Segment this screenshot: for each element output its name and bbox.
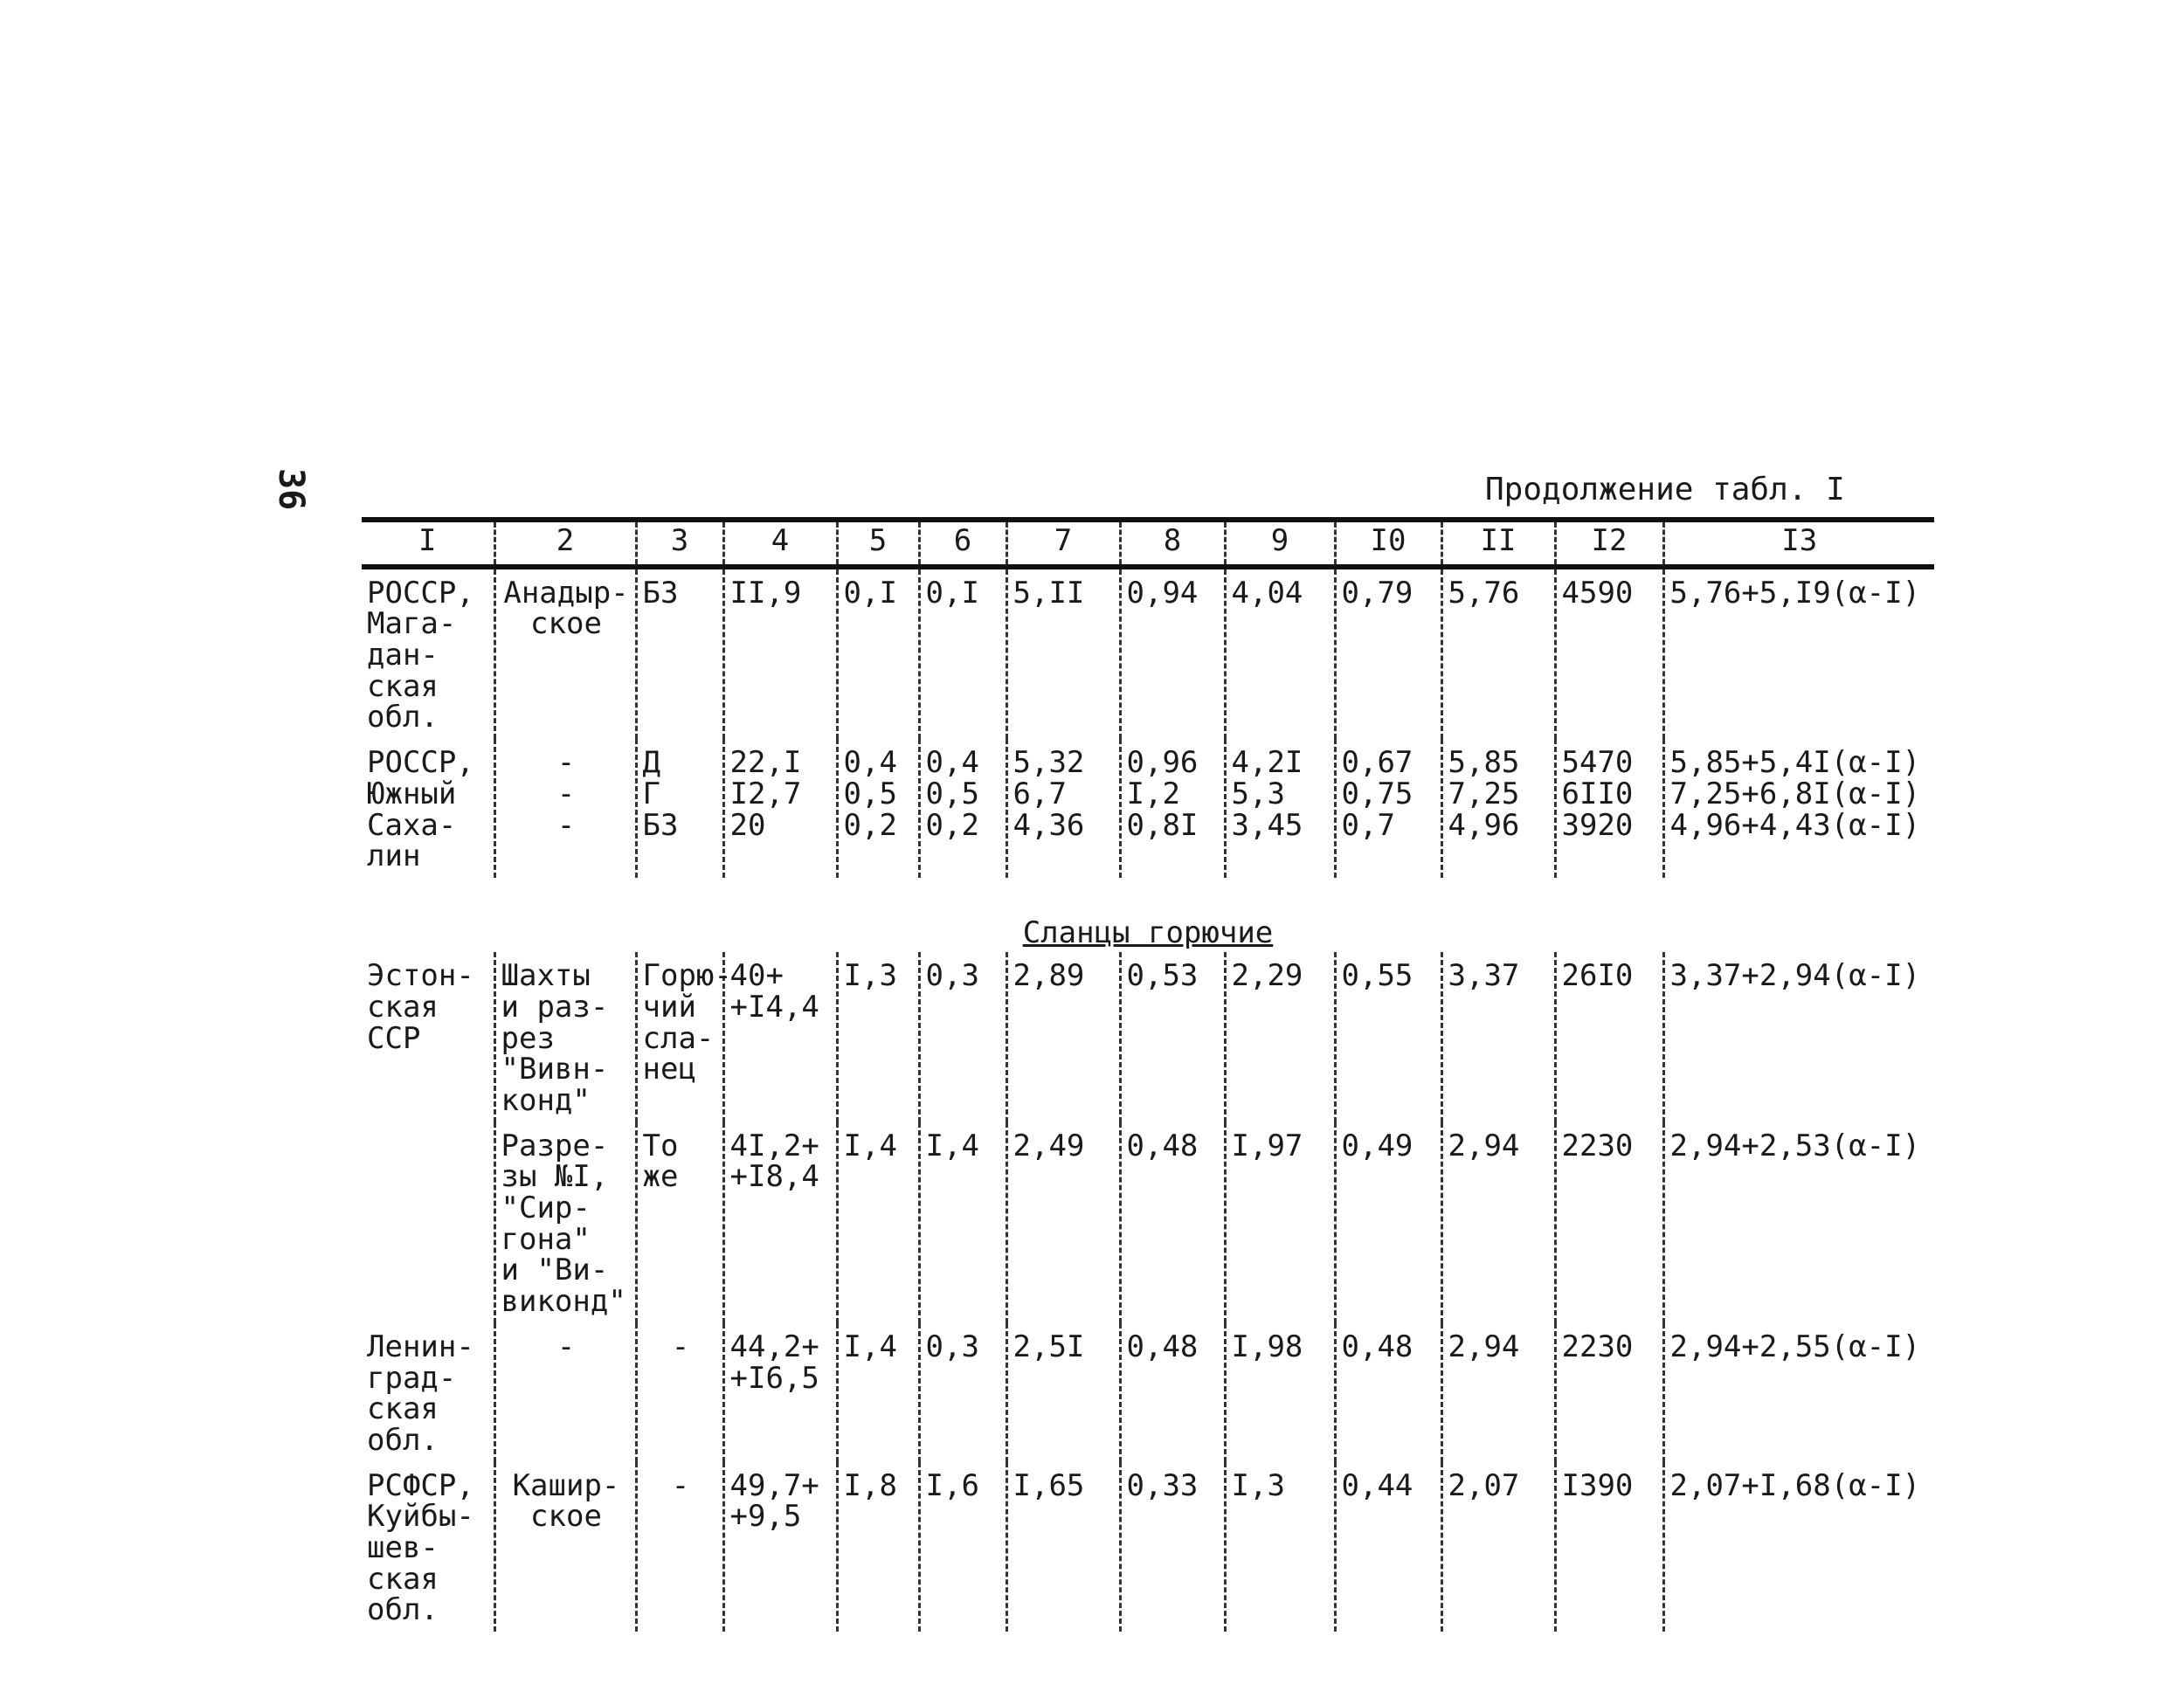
table-cell: 2,5I [1006,1323,1120,1462]
table-cell: 0,4 0,5 0,2 [837,739,919,878]
table-cell: БЗ [636,567,723,739]
table-cell: 5,85 7,25 4,96 [1441,739,1555,878]
table-cell: 5,76 [1441,567,1555,739]
table-cell: РОССР, Мага- дан- ская обл. [367,575,474,735]
table-row [362,1323,1934,1462]
table-cell: 2,49 [1006,1122,1120,1323]
table-cell: РОССР, Южный Саха- лин [367,745,474,874]
table-cell: 4,04 [1225,567,1335,739]
column-header: I3 [1663,520,1934,567]
table-cell: То же [636,1122,723,1323]
table-cell: I,4 [919,1122,1006,1323]
table-cell: 0,94 [1120,567,1225,739]
table-caption: Продолжение табл. I [1485,472,1845,507]
table-cell: 22,I I2,7 20 [723,739,837,878]
table-cell: 2,07 [1441,1462,1555,1632]
header-row [362,520,1934,567]
table-cell: - - - [494,739,636,878]
table-cell: - [636,1462,723,1632]
table-cell: I390 [1555,1462,1663,1632]
table-cell: I,65 [1006,1462,1120,1632]
table-cell: 5,32 6,7 4,36 [1006,739,1120,878]
table-cell: 0,44 [1335,1462,1441,1632]
column-header: I2 [1555,520,1663,567]
table-cell: 0,4 0,5 0,2 [919,739,1006,878]
table-cell: Шахты и раз- рез "Вивн- конд" [494,952,636,1122]
table-cell: 0,48 [1120,1122,1225,1323]
table-cell: 2,29 [1225,952,1335,1122]
column-header: II [1441,520,1555,567]
column-header: 2 [494,520,636,567]
section-title: Сланцы горючие [1022,914,1274,950]
table-cell: 49,7+ +9,5 [723,1462,837,1632]
table-cell: Д Г БЗ [636,739,723,878]
section-row [362,878,1934,952]
table-cell: - [494,1323,636,1462]
table-cell: 2,94+2,55(α-I) [1663,1323,1934,1462]
table-cell: 2,89 [1006,952,1120,1122]
page-number: 36 [271,468,311,511]
table-cell: I,98 [1225,1323,1335,1462]
table-row [362,952,1934,1122]
table-cell: I,3 [1225,1462,1335,1632]
column-header: 4 [723,520,837,567]
table-cell: 44,2+ +I6,5 [723,1323,837,1462]
table-cell: 0,96 I,2 0,8I [1120,739,1225,878]
column-header: 9 [1225,520,1335,567]
table-cell: Горю- чий сла- нец [636,952,723,1122]
table-cell: 5,II [1006,567,1120,739]
table-cell: 2230 [1555,1323,1663,1462]
table-cell: 0,48 [1335,1323,1441,1462]
table-cell [362,1122,494,1323]
table-cell: 0,33 [1120,1462,1225,1632]
table-cell: 5,76+5,I9(α-I) [1663,567,1934,739]
table-cell: 5470 6II0 3920 [1555,739,1663,878]
table-cell: I,4 [837,1122,919,1323]
table-cell: I,3 [837,952,919,1122]
table-cell: 2,94 [1441,1122,1555,1323]
column-header: 6 [919,520,1006,567]
table-cell: - [636,1323,723,1462]
table-cell: 2,94 [1441,1323,1555,1462]
table-cell: 2,07+I,68(α-I) [1663,1462,1934,1632]
column-header: 3 [636,520,723,567]
table-cell: Ленин- град- ская обл. [367,1329,474,1458]
table-cell: 2,94+2,53(α-I) [1663,1122,1934,1323]
table-cell: 26I0 [1555,952,1663,1122]
table-cell: Анадыр- ское [494,567,636,739]
table-cell: 0,3 [919,952,1006,1122]
table-cell: 0,79 [1335,567,1441,739]
column-header: I [418,523,437,558]
table-cell: 0,3 [919,1323,1006,1462]
table-cell: I,8 [837,1462,919,1632]
table-cell: 4,2I 5,3 3,45 [1225,739,1335,878]
table-cell: 3,37+2,94(α-I) [1663,952,1934,1122]
table-cell: I,4 [837,1323,919,1462]
column-header: 7 [1006,520,1120,567]
table-cell: РСФСР, Куйбы- шев- ская обл. [367,1467,474,1628]
table-cell: 4590 [1555,567,1663,739]
table-cell: I,97 [1225,1122,1335,1323]
table-cell: 0,67 0,75 0,7 [1335,739,1441,878]
table-cell: Эстон- ская ССР [367,958,474,1056]
table-cell: 0,48 [1120,1323,1225,1462]
table-cell: 0,I [919,567,1006,739]
data-table-container [362,517,1934,1632]
table-row [362,567,1934,739]
data-table [362,517,1934,1632]
table-cell: 40+ +I4,4 [723,952,837,1122]
table-cell: Разре- зы №I, "Сир- гона" и "Ви- виконд" [494,1122,636,1323]
column-header: 5 [837,520,919,567]
table-row [362,1122,1934,1323]
table-cell: II,9 [723,567,837,739]
table-cell: I,6 [919,1462,1006,1632]
table-row [362,739,1934,878]
table-cell: Кашир- ское [494,1462,636,1632]
table-cell: 4I,2+ +I8,4 [723,1122,837,1323]
table-cell: 0,55 [1335,952,1441,1122]
table-cell: 5,85+5,4I(α-I) 7,25+6,8I(α-I) 4,96+4,43(α-I) [1663,739,1934,878]
table-cell: 3,37 [1441,952,1555,1122]
column-header: I0 [1335,520,1441,567]
table-cell: 0,53 [1120,952,1225,1122]
table-cell: 2230 [1555,1122,1663,1323]
column-header: 8 [1120,520,1225,567]
table-cell: 0,I [837,567,919,739]
table-cell: 0,49 [1335,1122,1441,1323]
table-row [362,1462,1934,1632]
